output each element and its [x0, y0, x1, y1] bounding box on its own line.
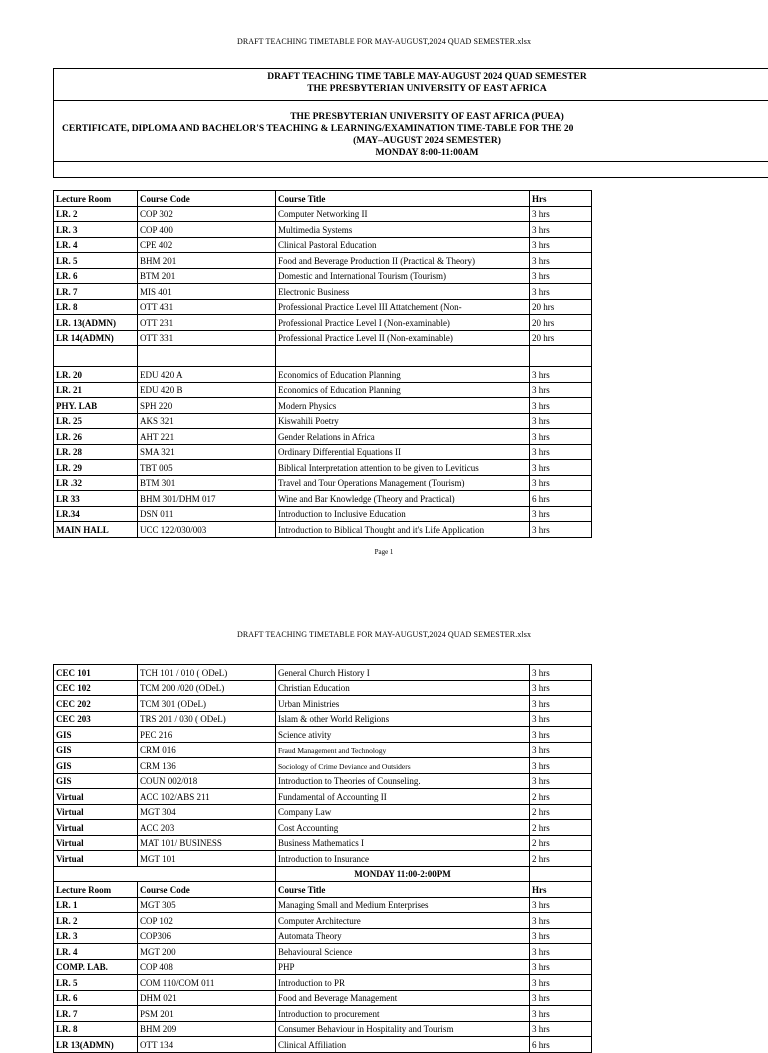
room-cell: LR. 8: [54, 1021, 138, 1037]
course-title-cell: Introduction to Insurance: [276, 851, 530, 867]
room-cell: Virtual: [54, 789, 138, 805]
col-header-room: Lecture Room: [54, 191, 138, 207]
hours-cell: 3 hrs: [530, 522, 592, 538]
hours-cell: [530, 346, 592, 367]
page-header-title: DRAFT TEACHING TIMETABLE FOR MAY-AUGUST,2024 QUAD SEMESTER.xlsx: [236, 37, 532, 46]
hours-cell: 3 hrs: [530, 897, 592, 913]
table-row: [54, 475, 592, 491]
room-cell: Virtual: [54, 804, 138, 820]
table-row: [54, 460, 592, 476]
room-cell: LR. 7: [54, 1006, 138, 1022]
table-row: [54, 268, 592, 284]
course-title-cell: Computer Networking II: [276, 206, 530, 222]
course-code-cell: MGT 304: [138, 804, 276, 820]
hours-cell: 3 hrs: [530, 928, 592, 944]
room-cell: Virtual: [54, 851, 138, 867]
room-cell: GIS: [54, 742, 138, 758]
table-row: [54, 959, 592, 975]
room-cell: CEC 101: [54, 665, 138, 681]
course-title-cell: [276, 346, 530, 367]
course-title-cell: Ordinary Differential Equations II: [276, 444, 530, 460]
subtitle-box: [54, 101, 768, 162]
room-cell: LR. 8: [54, 299, 138, 315]
hours-cell: 3 hrs: [530, 382, 592, 398]
course-title-cell: Travel and Tour Operations Management (Tourism): [276, 475, 530, 491]
room-cell: GIS: [54, 773, 138, 789]
course-title-cell: Food and Beverage Management: [276, 990, 530, 1006]
timetable-title: DRAFT TEACHING TIME TABLE MAY-AUGUST 2024 QUAD SEMESTER: [267, 72, 587, 82]
course-title-cell: Introduction to PR: [276, 975, 530, 991]
table-row: [54, 398, 592, 414]
hours-cell: 6 hrs: [530, 1037, 592, 1053]
semester-label: (MAY–AUGUST 2024 SEMESTER): [353, 136, 501, 146]
room-cell: LR. 2: [54, 913, 138, 929]
hours-cell: 3 hrs: [530, 398, 592, 414]
course-title-cell: Economics of Education Planning: [276, 382, 530, 398]
table-row: [54, 1006, 592, 1022]
course-title-cell: Introduction to Biblical Thought and it's Life Application: [276, 522, 530, 538]
table-row: [54, 944, 592, 960]
col-header-code: Course Code: [138, 191, 276, 207]
course-title-cell: Business Mathematics I: [276, 835, 530, 851]
room-cell: LR. 28: [54, 444, 138, 460]
section-row: [54, 866, 592, 882]
room-cell: GIS: [54, 758, 138, 774]
hours-cell: 3 hrs: [530, 460, 592, 476]
course-code-cell: CRM 016: [138, 742, 276, 758]
table-row: [54, 315, 592, 331]
table-row: [54, 284, 592, 300]
hours-cell: 3 hrs: [530, 680, 592, 696]
course-title-cell: Multimedia Systems: [276, 222, 530, 238]
table-row: [54, 742, 592, 758]
room-cell: CEC 202: [54, 696, 138, 712]
section-title: MONDAY 11:00-2:00PM: [276, 866, 530, 882]
hours-cell: 3 hrs: [530, 990, 592, 1006]
col-header-title: Course Title: [276, 191, 530, 207]
table-row: [54, 897, 592, 913]
room-cell: LR. 20: [54, 367, 138, 383]
room-cell: CEC 102: [54, 680, 138, 696]
table-row: [54, 773, 592, 789]
room-cell: LR 13(ADMN): [54, 1037, 138, 1053]
course-code-cell: PSM 201: [138, 1006, 276, 1022]
hours-cell: 3 hrs: [530, 237, 592, 253]
hours-cell: 3 hrs: [530, 222, 592, 238]
room-cell: LR. 6: [54, 990, 138, 1006]
hours-cell: 3 hrs: [530, 506, 592, 522]
course-title-cell: Cost Accounting: [276, 820, 530, 836]
course-code-cell: COM 110/COM 011: [138, 975, 276, 991]
col-header-title-2: Course Title: [276, 882, 530, 898]
table-row: [54, 1021, 592, 1037]
table-row: [54, 851, 592, 867]
table-row: [54, 727, 592, 743]
room-cell: PHY. LAB: [54, 398, 138, 414]
hours-cell: 3 hrs: [530, 773, 592, 789]
course-code-cell: COP 408: [138, 959, 276, 975]
course-title-cell: Islam & other World Religions: [276, 711, 530, 727]
course-title-cell: Managing Small and Medium Enterprises: [276, 897, 530, 913]
course-code-cell: [138, 346, 276, 367]
course-code-cell: OTT 231: [138, 315, 276, 331]
room-cell: LR. 25: [54, 413, 138, 429]
hours-cell: 2 hrs: [530, 789, 592, 805]
course-title-cell: Fundamental of Accounting II: [276, 789, 530, 805]
course-code-cell: OTT 431: [138, 299, 276, 315]
title-box: [54, 69, 768, 101]
course-code-cell: TCM 301 (ODeL): [138, 696, 276, 712]
course-code-cell: COP 302: [138, 206, 276, 222]
room-cell: LR. 2: [54, 206, 138, 222]
hours-cell: 3 hrs: [530, 475, 592, 491]
hours-cell: 3 hrs: [530, 253, 592, 269]
room-cell: LR. 4: [54, 237, 138, 253]
table-row: [54, 975, 592, 991]
room-cell: COMP. LAB.: [54, 959, 138, 975]
course-title-cell: Kiswahili Poetry: [276, 413, 530, 429]
table-row: [54, 928, 592, 944]
table-header-row-2: [54, 882, 592, 898]
col-header-code-2: Course Code: [138, 882, 276, 898]
hours-cell: 3 hrs: [530, 913, 592, 929]
room-cell: LR. 4: [54, 944, 138, 960]
table-row: [54, 990, 592, 1006]
hours-cell: 3 hrs: [530, 429, 592, 445]
table-row: [54, 835, 592, 851]
room-cell: CEC 203: [54, 711, 138, 727]
table-row: [54, 1037, 592, 1053]
hours-cell: 3 hrs: [530, 206, 592, 222]
table-row: [54, 491, 592, 507]
hours-cell: 3 hrs: [530, 711, 592, 727]
course-title-cell: Science ativity: [276, 727, 530, 743]
hours-cell: 3 hrs: [530, 975, 592, 991]
table-row: [54, 206, 592, 222]
room-cell: LR. 5: [54, 975, 138, 991]
table-row: [54, 253, 592, 269]
hours-cell: 2 hrs: [530, 835, 592, 851]
room-cell: Virtual: [54, 820, 138, 836]
hours-cell: 3 hrs: [530, 742, 592, 758]
table-row: [54, 820, 592, 836]
course-code-cell: AKS 321: [138, 413, 276, 429]
course-title-cell: PHP: [276, 959, 530, 975]
course-code-cell: MGT 200: [138, 944, 276, 960]
hours-cell: 3 hrs: [530, 284, 592, 300]
course-code-cell: DSN 011: [138, 506, 276, 522]
timetable-header-block: [53, 68, 768, 178]
course-title-cell: Consumer Behaviour in Hospitality and Tourism: [276, 1021, 530, 1037]
table-header-row: [54, 191, 592, 207]
course-code-cell: BHM 201: [138, 253, 276, 269]
table-row: [54, 429, 592, 445]
course-code-cell: CRM 136: [138, 758, 276, 774]
course-code-cell: TCM 200 /020 (ODeL): [138, 680, 276, 696]
hours-cell: 2 hrs: [530, 804, 592, 820]
course-code-cell: OTT 134: [138, 1037, 276, 1053]
room-cell: LR. 5: [54, 253, 138, 269]
course-code-cell: DHM 021: [138, 990, 276, 1006]
col-header-hrs: Hrs: [530, 191, 592, 207]
course-code-cell: SMA 321: [138, 444, 276, 460]
course-code-cell: COUN 002/018: [138, 773, 276, 789]
hours-cell: 20 hrs: [530, 299, 592, 315]
course-code-cell: BHM 301/DHM 017: [138, 491, 276, 507]
course-title-cell: Domestic and International Tourism (Tourism): [276, 268, 530, 284]
table-row: [54, 367, 592, 383]
course-title-cell: Fraud Management and Technology: [276, 742, 530, 758]
course-title-cell: Automata Theory: [276, 928, 530, 944]
room-cell: LR. 13(ADMN): [54, 315, 138, 331]
course-title-cell: Introduction to Inclusive Education: [276, 506, 530, 522]
course-title-cell: Electronic Business: [276, 284, 530, 300]
room-cell: LR. 29: [54, 460, 138, 476]
timetable-continuation: [53, 664, 592, 1053]
course-title-cell: Professional Practice Level III Attatchement (Non-: [276, 299, 530, 315]
timetable-monday-morning: [53, 190, 592, 538]
course-title-cell: Biblical Interpretation attention to be given to Leviticus: [276, 460, 530, 476]
course-code-cell: MGT 101: [138, 851, 276, 867]
hours-cell: 3 hrs: [530, 268, 592, 284]
course-code-cell: OTT 331: [138, 330, 276, 346]
room-cell: LR. 7: [54, 284, 138, 300]
hours-cell: 2 hrs: [530, 851, 592, 867]
hours-cell: 20 hrs: [530, 330, 592, 346]
room-cell: LR.34: [54, 506, 138, 522]
course-code-cell: COP306: [138, 928, 276, 944]
course-title-cell: Company Law: [276, 804, 530, 820]
hours-cell: 3 hrs: [530, 444, 592, 460]
course-title-cell: Introduction to Theories of Counseling.: [276, 773, 530, 789]
table-row: [54, 346, 592, 367]
room-cell: LR .32: [54, 475, 138, 491]
course-title-cell: Urban Ministries: [276, 696, 530, 712]
course-title-cell: Professional Practice Level I (Non-examinable): [276, 315, 530, 331]
course-code-cell: BHM 209: [138, 1021, 276, 1037]
hours-cell: 3 hrs: [530, 696, 592, 712]
table-row: [54, 299, 592, 315]
room-cell: LR 14(ADMN): [54, 330, 138, 346]
course-title-cell: Sociology of Crime Deviance and Outsiders: [276, 758, 530, 774]
hours-cell: 3 hrs: [530, 959, 592, 975]
table-row: [54, 758, 592, 774]
hours-cell: 3 hrs: [530, 413, 592, 429]
course-title-cell: Wine and Bar Knowledge (Theory and Practical): [276, 491, 530, 507]
hours-cell: 3 hrs: [530, 727, 592, 743]
course-title-cell: Christian Education: [276, 680, 530, 696]
course-title-cell: Introduction to procurement: [276, 1006, 530, 1022]
university-name: THE PRESBYTERIAN UNIVERSITY OF EAST AFRICA: [307, 84, 547, 94]
room-cell: LR 33: [54, 491, 138, 507]
table-row: [54, 913, 592, 929]
table-row: [54, 789, 592, 805]
table-row: [54, 413, 592, 429]
course-code-cell: MIS 401: [138, 284, 276, 300]
course-title-cell: Clinical Affiliation: [276, 1037, 530, 1053]
room-cell: LR. 21: [54, 382, 138, 398]
course-code-cell: ACC 203: [138, 820, 276, 836]
course-code-cell: COP 400: [138, 222, 276, 238]
course-code-cell: BTM 201: [138, 268, 276, 284]
room-cell: LR. 1: [54, 897, 138, 913]
hours-cell: 6 hrs: [530, 491, 592, 507]
session-label: MONDAY 8:00-11:00AM: [375, 148, 479, 158]
hours-cell: 20 hrs: [530, 315, 592, 331]
hours-cell: 3 hrs: [530, 665, 592, 681]
hours-cell: 3 hrs: [530, 944, 592, 960]
table-row: [54, 680, 592, 696]
course-code-cell: TRS 201 / 030 ( ODeL): [138, 711, 276, 727]
hours-cell: 2 hrs: [530, 820, 592, 836]
table-row: [54, 330, 592, 346]
table-row: [54, 222, 592, 238]
course-code-cell: ACC 102/ABS 211: [138, 789, 276, 805]
course-title-cell: Gender Relations in Africa: [276, 429, 530, 445]
course-code-cell: MAT 101/ BUSINESS: [138, 835, 276, 851]
course-title-cell: Clinical Pastoral Education: [276, 237, 530, 253]
table-row: [54, 237, 592, 253]
course-title-cell: Food and Beverage Production II (Practical & Theory): [276, 253, 530, 269]
course-code-cell: MGT 305: [138, 897, 276, 913]
room-cell: GIS: [54, 727, 138, 743]
course-title-cell: Modern Physics: [276, 398, 530, 414]
course-code-cell: EDU 420 A: [138, 367, 276, 383]
course-title-cell: Professional Practice Level II (Non-examinable): [276, 330, 530, 346]
course-title-cell: Behavioural Science: [276, 944, 530, 960]
hours-cell: 3 hrs: [530, 1006, 592, 1022]
table-row: [54, 804, 592, 820]
course-code-cell: UCC 122/030/003: [138, 522, 276, 538]
hours-cell: 3 hrs: [530, 1021, 592, 1037]
course-title-cell: Economics of Education Planning: [276, 367, 530, 383]
table-row: [54, 444, 592, 460]
table-row: [54, 506, 592, 522]
course-code-cell: TBT 005: [138, 460, 276, 476]
course-code-cell: COP 102: [138, 913, 276, 929]
table-row: [54, 382, 592, 398]
room-cell: [54, 346, 138, 367]
table-row: [54, 711, 592, 727]
room-cell: Virtual: [54, 835, 138, 851]
course-code-cell: PEC 216: [138, 727, 276, 743]
course-title-cell: General Church History I: [276, 665, 530, 681]
table-row: [54, 665, 592, 681]
course-code-cell: BTM 301: [138, 475, 276, 491]
col-header-hrs-2: Hrs: [530, 882, 592, 898]
room-cell: LR. 3: [54, 222, 138, 238]
course-code-cell: SPH 220: [138, 398, 276, 414]
course-code-cell: TCH 101 / 010 ( ODeL): [138, 665, 276, 681]
course-code-cell: EDU 420 B: [138, 382, 276, 398]
room-cell: LR. 6: [54, 268, 138, 284]
timetable-description: CERTIFICATE, DIPLOMA AND BACHELOR'S TEACHING & LEARNING/EXAMINATION TIME-TABLE FOR THE 20: [62, 124, 574, 134]
university-full-name: THE PRESBYTERIAN UNIVERSITY OF EAST AFRICA (PUEA): [290, 112, 564, 122]
table-row: [54, 696, 592, 712]
hours-cell: 3 hrs: [530, 758, 592, 774]
course-code-cell: AHT 221: [138, 429, 276, 445]
page-number: Page 1: [374, 548, 394, 556]
course-code-cell: CPE 402: [138, 237, 276, 253]
page-header-title-2: DRAFT TEACHING TIMETABLE FOR MAY-AUGUST,2024 QUAD SEMESTER.xlsx: [236, 630, 532, 639]
hours-cell: 3 hrs: [530, 367, 592, 383]
course-title-cell: Computer Architecture: [276, 913, 530, 929]
room-cell: MAIN HALL: [54, 522, 138, 538]
room-cell: LR. 26: [54, 429, 138, 445]
col-header-room-2: Lecture Room: [54, 882, 138, 898]
room-cell: LR. 3: [54, 928, 138, 944]
table-row: [54, 522, 592, 538]
